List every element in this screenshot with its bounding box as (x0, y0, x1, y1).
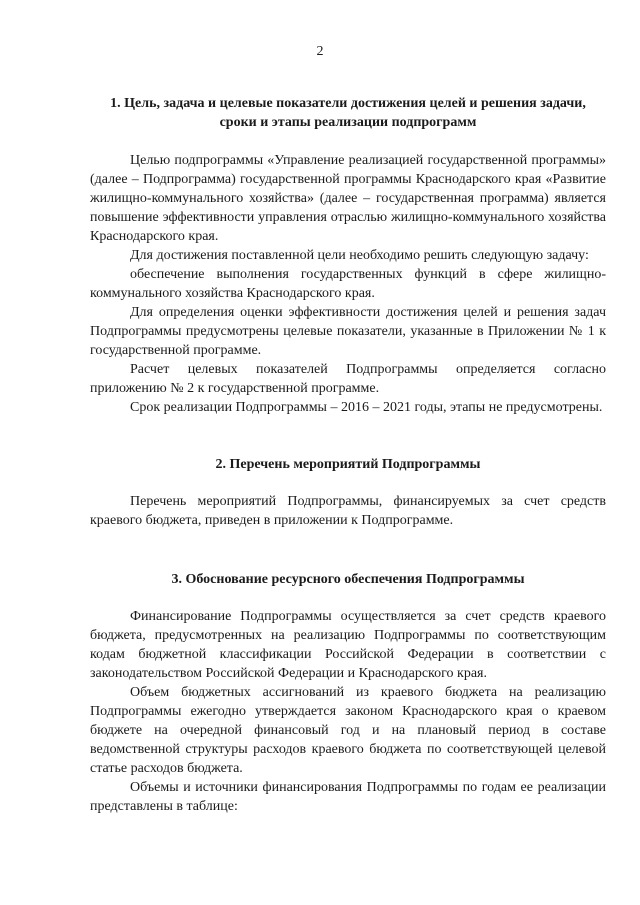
section-3-title: 3. Обоснование ресурсного обеспечения Подпрограммы (171, 572, 525, 587)
section-1-paragraph: Для достижения поставленной цели необходимо решить следующую задачу: (130, 248, 589, 263)
section-3-paragraph: Финансирование Подпрограммы осуществляется за счет средств краевого бюджета, предусмотренных на реализацию Подпрограммы по соответствующим кодам бюджетной классификации Российской Федерации в соответствии с законодательством Российской Федерации и Краснодарского края. (90, 609, 606, 681)
page-number: 2 (316, 44, 324, 59)
section-3-paragraph: Объемы и источники финансирования Подпрограммы по годам ее реализации представлены в таблице: (90, 780, 606, 814)
section-1-paragraph: Срок реализации Подпрограммы – 2016 – 2021 годы, этапы не предусмотрены. (130, 400, 603, 415)
section-2-paragraph: Перечень мероприятий Подпрограммы, финансируемых за счет средств краевого бюджета, приведен в приложении к Подпрограмме. (90, 494, 606, 528)
section-1-title: 1. Цель, задача и целевые показатели достижения целей и решения задачи, сроки и этапы реализации подпрограмм (110, 96, 586, 130)
section-1-paragraph: Расчет целевых показателей Подпрограммы определяется согласно приложению № 2 к государственной программе. (90, 362, 606, 396)
section-2-title: 2. Перечень мероприятий Подпрограммы (215, 457, 481, 472)
section-1-paragraph: Для определения оценки эффективности достижения целей и решения задач Подпрограммы предусмотрены целевые показатели, указанные в Приложении № 1 к государственной программе. (90, 305, 606, 358)
section-1-paragraph: обеспечение выполнения государственных функций в сфере жилищно-коммунального хозяйства Краснодарского края. (90, 267, 606, 301)
document-body (90, 94, 606, 816)
section-3-paragraph: Объем бюджетных ассигнований из краевого бюджета на реализацию Подпрограммы ежегодно утверждается законом Краснодарского края о краевом бюджете на очередной финансовый год и на плановый период в составе ведомственной структуры расходов краевого бюджета по соответствующей целевой статье расходов бюджета. (90, 685, 606, 776)
section-1-paragraph: Целью подпрограммы «Управление реализацией государственной программы» (далее – Подпрограмма) государственной программы Краснодарского края «Развитие жилищно-коммунального хозяйства» (далее – государственная программа) является повышение эффективности управления отраслью жилищно-коммунального хозяйства Краснодарского края. (90, 153, 606, 244)
